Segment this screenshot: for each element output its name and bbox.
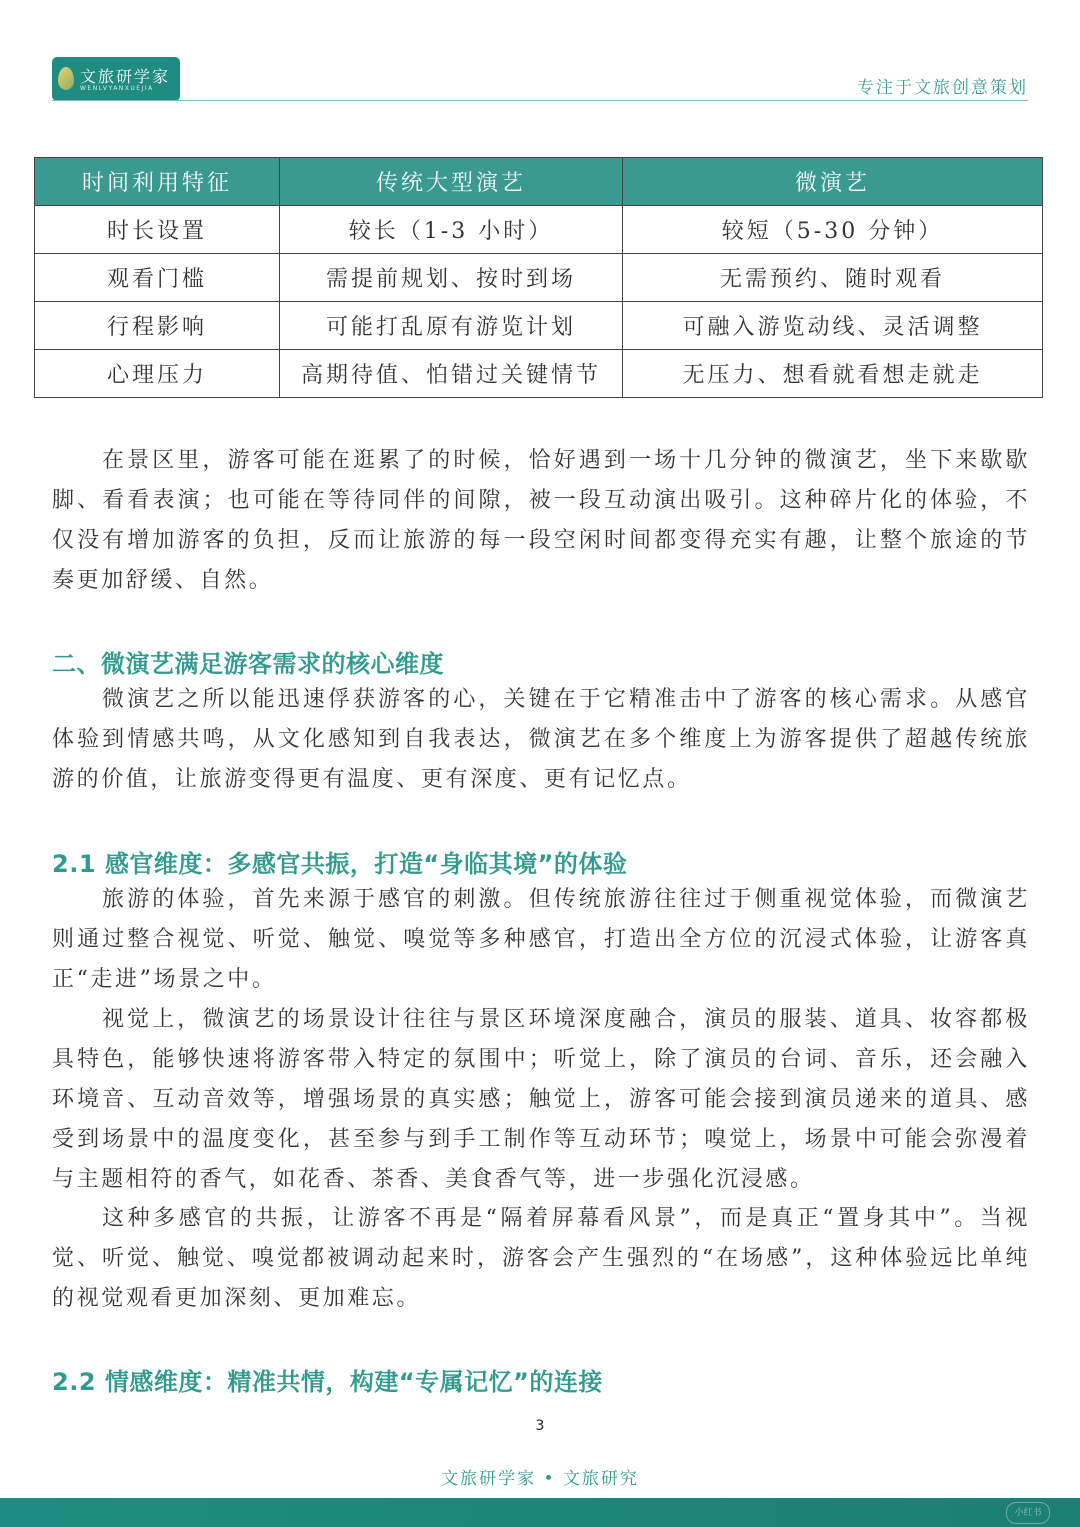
table-cell: 时长设置 [35, 206, 280, 254]
table-cell: 行程影响 [35, 302, 280, 350]
table-cell: 可融入游览动线、灵活调整 [623, 302, 1043, 350]
table-row [35, 206, 1043, 254]
body-paragraph-1: 在景区里，游客可能在逛累了的时候，恰好遇到一场十几分钟的微演艺，坐下来歇歇脚、看看表演；也可能在等待同伴的间隙，被一段互动演出吸引。这种碎片化的体验，不仅没有增加游客的负担，反而让旅游的每一段空闲时间都变得充实有趣，让整个旅途的节奏更加舒缓、自然。 [52, 448, 1030, 593]
table-row [35, 254, 1043, 302]
header-tagline: 专注于文旅创意策划 [857, 78, 1028, 98]
subsection-heading-2-1: 2.1 感官维度：多感官共振，打造“身临其境”的体验 [52, 850, 628, 878]
watermark-badge: 小红书 [1006, 1502, 1050, 1524]
table-cell: 较长（1-3 小时） [280, 206, 623, 254]
footer-text: 文旅研学家 • 文旅研究 [441, 1469, 639, 1489]
footer-bar [0, 1498, 1080, 1527]
page-number: 3 [535, 1418, 545, 1434]
table-header-cell: 时间利用特征 [35, 158, 280, 206]
body-paragraph-3: 旅游的体验，首先来源于感官的刺激。但传统旅游往往过于侧重视觉体验，而微演艺则通过整合视觉、听觉、触觉、嗅觉等多种感官，打造出全方位的沉浸式体验，让游客真正“走进”场景之中。 [52, 887, 1030, 992]
table-cell: 可能打乱原有游览计划 [280, 302, 623, 350]
table-cell: 无需预约、随时观看 [623, 254, 1043, 302]
table-cell: 需提前规划、按时到场 [280, 254, 623, 302]
leaf-logo-icon [58, 67, 74, 90]
body-paragraph-4: 视觉上，微演艺的场景设计往往与景区环境深度融合，演员的服装、道具、妆容都极具特色，能够快速将游客带入特定的氛围中；听觉上，除了演员的台词、音乐，还会融入环境音、互动音效等，增强场景的真实感；触觉上，游客可能会接到演员递来的道具、感受到场景中的温度变化，甚至参与到手工制作等互动环节；嗅觉上，场景中可能会弥漫着与主题相符的香气，如花香、茶香、美食香气等，进一步强化沉浸感。 [52, 1007, 1030, 1192]
table-cell: 观看门槛 [35, 254, 280, 302]
table-cell: 较短（5-30 分钟） [623, 206, 1043, 254]
body-paragraph-2: 微演艺之所以能迅速俘获游客的心，关键在于它精准击中了游客的核心需求。从感官体验到情感共鸣，从文化感知到自我表达，微演艺在多个维度上为游客提供了超越传统旅游的价值，让旅游变得更有温度、更有深度、更有记忆点。 [52, 687, 1030, 792]
logo-chinese-text: 文旅研学家 [80, 67, 171, 86]
table-header-cell: 微演艺 [623, 158, 1043, 206]
table-row [35, 350, 1043, 398]
table-header-row [35, 158, 1043, 206]
brand-logo [52, 57, 180, 101]
table-header-cell: 传统大型演艺 [280, 158, 623, 206]
comparison-table [34, 157, 1043, 398]
subsection-heading-2-2: 2.2 情感维度：精准共情，构建“专属记忆”的连接 [52, 1368, 603, 1396]
header-divider [52, 100, 1028, 101]
section-heading-2: 二、微演艺满足游客需求的核心维度 [52, 650, 444, 678]
body-paragraph-5: 这种多感官的共振，让游客不再是“隔着屏幕看风景”，而是真正“置身其中”。当视觉、听觉、触觉、嗅觉都被调动起来时，游客会产生强烈的“在场感”，这种体验远比单纯的视觉观看更加深刻、更加难忘。 [52, 1206, 1030, 1311]
table-cell: 高期待值、怕错过关键情节 [280, 350, 623, 398]
table-cell: 心理压力 [35, 350, 280, 398]
table-row [35, 302, 1043, 350]
logo-english-text: WENLVYANXUEJIA [80, 85, 154, 92]
table-cell: 无压力、想看就看想走就走 [623, 350, 1043, 398]
